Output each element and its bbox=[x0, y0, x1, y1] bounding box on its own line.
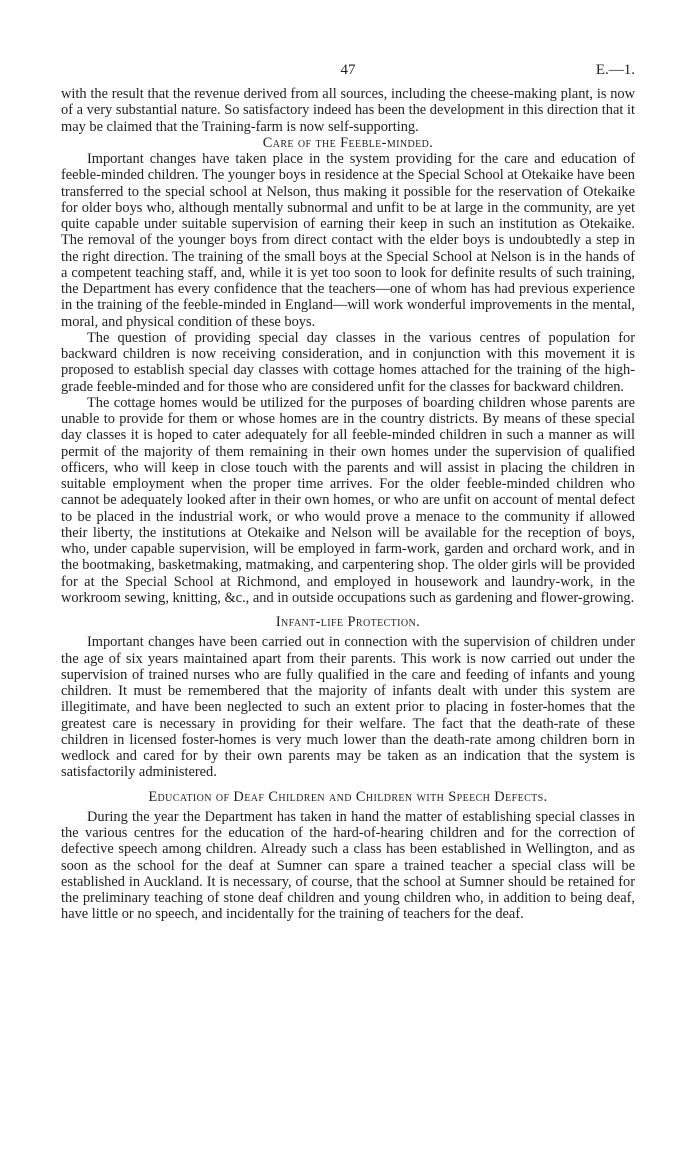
feeble-minded-paragraph-1: Important changes have taken place in the system providing for the care and education of feeble-minded children. The younger boys in residence at the Special School at Otekaike have been transferred to the special school at Nelson, thus making it possible for the reservation of Otekaike for older boys who, although mentally subnormal and unfit to be at large in the community, are yet quite capable under suitable supervision of earning their keep in such an institution as Otekaike. The removal of the younger boys from direct contact with the elder boys is undoubtedly a step in the right direction. The training of the small boys at the Special School at Nelson is in the hands of a competent teaching staff, and, while it is yet too soon to look for definite results of such training, the Department has every confidence that the teachers—one of whom has had previous experience in the training of the feeble-minded in England—will work wonderful improvements in the mental, moral, and physical condition of these boys. bbox=[61, 151, 635, 330]
section-heading-infant-life: Infant-life Protection. bbox=[275, 614, 421, 630]
section-heading-feeble-minded: Care of the Feeble-minded. bbox=[262, 134, 434, 151]
deaf-children-paragraph-1: During the year the Department has taken in hand the matter of establishing special classes in the various centres for the education of the hard-of-hearing children and for the correction of defective speech among children. Already such a class has been established in Wellington, and as soon as the school for the deaf at Sumner can spare a trained teacher a special class will be established in Auckland. It is necessary, of course, that the school at Sumner should be retained for the preliminary teaching of stone deaf children and young children who, in addition to being deaf, have little or no speech, and incidentally for the training of teachers for the deaf. bbox=[61, 808, 635, 923]
document-page bbox=[61, 60, 635, 923]
infant-life-paragraph-1: Important changes have been carried out in connection with the supervision of children under the age of six years maintained apart from their parents. This work is now carried out under the supervision of trained nurses who are fully qualified in the care and feeding of infants and young children. It must be remembered that the majority of infants dealt with under this system are illegitimate, and have been neglected to such an extent prior to placing in foster-homes that the greatest care is necessary in providing for their welfare. The fact that the death-rate of these children in licensed foster-homes is very much lower than the death-rate among children born in wedlock and cared for by their own parents may be taken as an indication that the system is satisfactorily administered. bbox=[61, 634, 635, 781]
feeble-minded-paragraph-3: The cottage homes would be utilized for the purposes of boarding children whose parents are unable to provide for them or whose homes are in the country districts. By means of these special day classes it is hoped to cater adequately for all feeble-minded children in such a manner as will permit of the majority of them remaining in their own homes under the supervision of qualified officers, who will keep in close touch with the parents and will assist in placing the children in suitable employment when the proper time arrives. For the older feeble-minded children who cannot be adequately looked after in their own homes, or who are unfit on account of mental defect to be placed in the industrial work, or who would prove a menace to the community if allowed their liberty, the institutions at Otekaike and Nelson will be available for the reception of boys, who, under capable supervision, will be employed in farm-work, garden and orchard work, and in the bootmaking, basketmaking, matmaking, and carpentering shop. The older girls will be provided for at the Special School at Richmond, and employed in housework and laundry-work, in the workroom sewing, knitting, &c., and in outside occupations such as gardening and flower-growing. bbox=[61, 394, 635, 606]
document-reference: E.—1. bbox=[595, 62, 635, 78]
intro-paragraph: with the result that the revenue derived from all sources, including the cheese-making plant, is now of a very substantial nature. So satisfactory indeed has been the development in this direction that it may be claimed that the Training-farm is now self-supporting. bbox=[61, 86, 635, 135]
page-header bbox=[61, 60, 635, 86]
page-number: 47 bbox=[340, 62, 356, 78]
feeble-minded-paragraph-2: The question of providing special day classes in the various centres of population for backward children is now receiving consideration, and in conjunction with this movement it is proposed to establish special day classes with cottage homes attached for the training of the high-grade feeble-minded and for those who are considered unfit for the classes for backward children. bbox=[61, 329, 635, 395]
section-heading-deaf-children: Education of Deaf Children and Children with Speech Defects. bbox=[148, 788, 548, 805]
